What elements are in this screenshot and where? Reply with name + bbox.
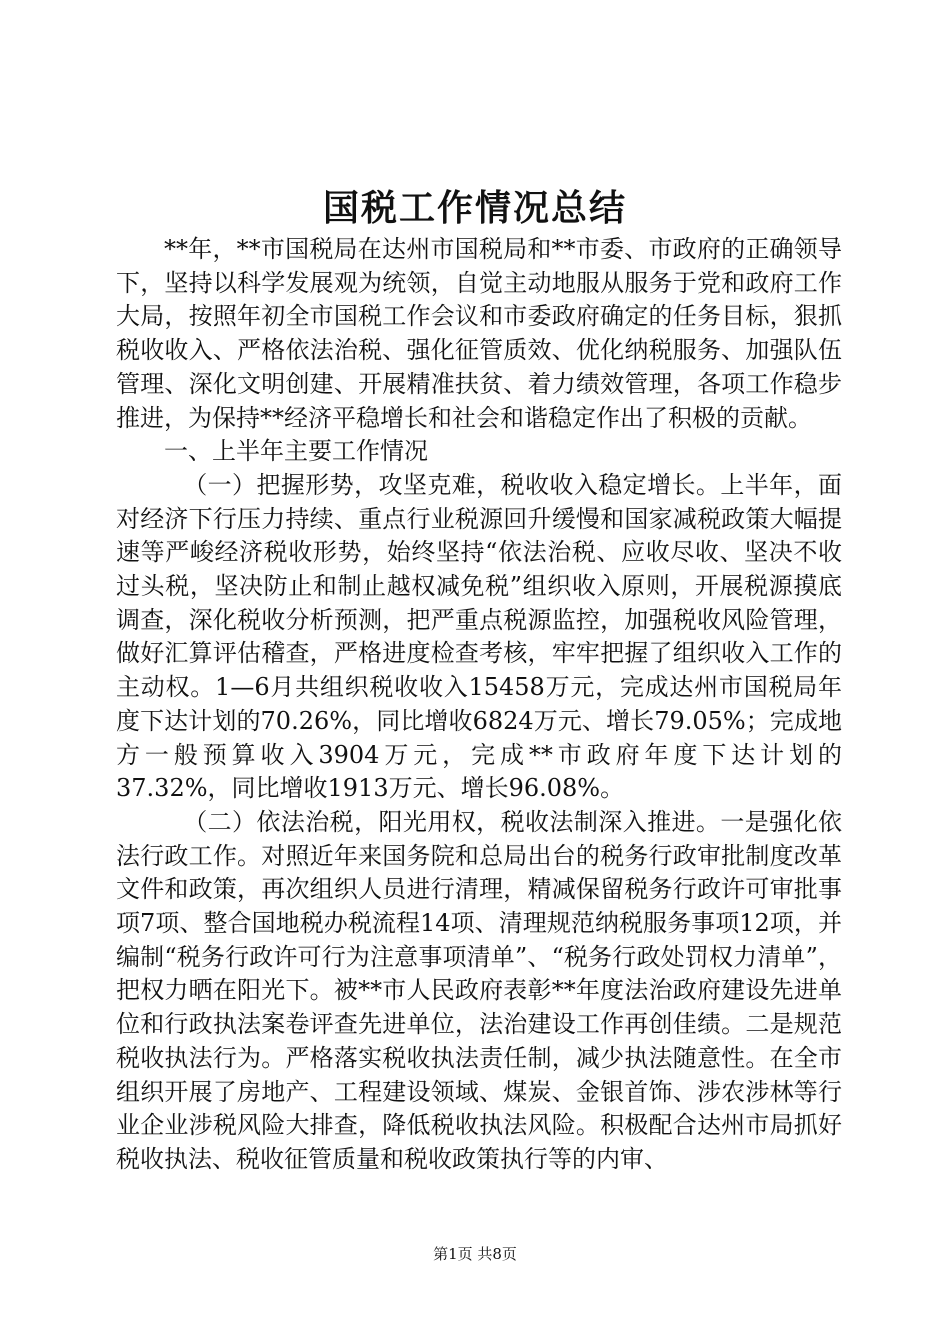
subsection-paragraph-2: （二）依法治税，阳光用权，税收法制深入推进。一是强化依法行政工作。对照近年来国务院和总局出台的税务行政审批制度改革文件和政策，再次组织人员进行清理，精减保留税务行政许可审批事项7项、整合国地税办税流程14项、清理规范纳税服务事项12项，并编制“税务行政许可行为注意事项清单”、“税务行政处罚权力清单”，把权力晒在阳光下。被**市人民政府表彰**年度法治政府建设先进单位和行政执法案卷评查先进单位，法治建设工作再创佳绩。二是规范税收执法行为。严格落实税收执法责任制，减少执法随意性。在全市组织开展了房地产、工程建设领域、煤炭、金银首饰、涉农涉林等行业企业涉税风险大排查，降低税收执法风险。积极配合达州市局抓好税收执法、税收征管质量和税收政策执行等的内审、 [116, 807, 842, 1173]
subsection-paragraph-1: （一）把握形势，攻坚克难，税收收入稳定增长。上半年，面对经济下行压力持续、重点行业税源回升缓慢和国家减税政策大幅提速等严峻经济税收形势，始终坚持“依法治税、应收尽收、坚决不收过头税，坚决防止和制止越权减免税”组织收入原则，开展税源摸底调查，深化税收分析预测，把严重点税源监控，加强税收风险管理，做好汇算评估稽查，严格进度检查考核，牢牢把握了组织收入工作的主动权。1—6月共组织税收收入15458万元，完成达州市国税局年度下达计划的70.26%，同比增收6824万元、增长79.05%；完成地方一般预算收入3904万元，完成**市政府年度下达计划的37.32%，同比增收1913万元、增长96.08%。 [116, 470, 842, 803]
page-footer: 第1页 共8页 [433, 1245, 517, 1263]
document-title: 国税工作情况总结 [322, 187, 627, 229]
document-body [116, 233, 842, 1177]
intro-paragraph: **年，**市国税局在达州市国税局和**市委、市政府的正确领导下，坚持以科学发展观为统领，自觉主动地服从服务于党和政府工作大局，按照年初全市国税工作会议和市委政府确定的任务目标，狠抓税收收入、严格依法治税、强化征管质效、优化纳税服务、加强队伍管理、深化文明创建、开展精准扶贫、着力绩效管理，各项工作稳步推进，为保持**经济平稳增长和社会和谐稳定作出了积极的贡献。 [116, 235, 842, 432]
section-heading: 一、上半年主要工作情况 [164, 437, 428, 466]
